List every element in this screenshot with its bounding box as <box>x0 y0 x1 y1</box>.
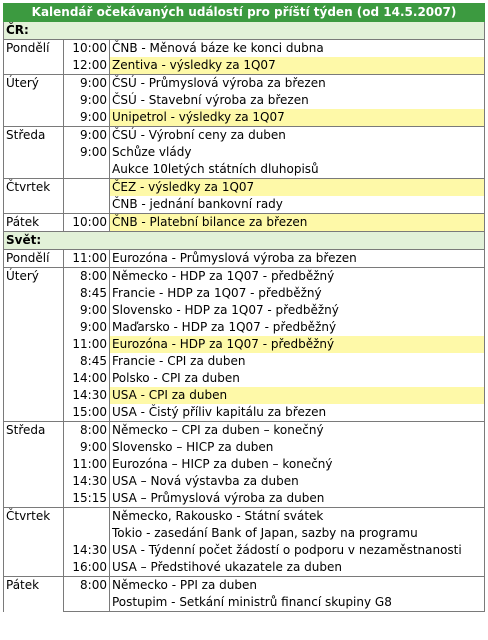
day-label: Středa <box>4 127 64 179</box>
event-description: Slovensko – HICP za duben <box>110 439 485 456</box>
event-time: 10:00 <box>64 214 110 232</box>
day-label: Čtvrtek <box>4 508 64 577</box>
section-label: ČR: <box>4 22 485 40</box>
event-description: Postupim - Setkání ministrů financí skupiny G8 <box>110 594 485 612</box>
event-row <box>4 319 485 336</box>
event-row <box>4 196 485 214</box>
event-time: 14:30 <box>64 542 110 559</box>
event-description-highlighted: Zentiva - výsledky za 1Q07 <box>110 57 485 75</box>
day-label: Čtvrtek <box>4 179 64 214</box>
event-description: Slovensko - HDP za 1Q07 - předběžný <box>110 302 485 319</box>
event-time: 9:00 <box>64 302 110 319</box>
event-time: 10:00 <box>64 40 110 58</box>
event-description: Aukce 10letých státních dluhopisů <box>110 161 485 179</box>
event-row <box>4 508 485 526</box>
event-row <box>4 268 485 286</box>
event-time: 9:00 <box>64 92 110 109</box>
day-label: Pondělí <box>4 250 64 268</box>
section-header <box>4 232 485 250</box>
event-description: ČNB - jednání bankovní rady <box>110 196 485 214</box>
event-row <box>4 439 485 456</box>
event-description: Německo - HDP za 1Q07 - předběžný <box>110 268 485 286</box>
event-time: 11:00 <box>64 456 110 473</box>
event-time: 9:00 <box>64 439 110 456</box>
event-row <box>4 285 485 302</box>
event-description-highlighted: Unipetrol - výsledky za 1Q07 <box>110 109 485 127</box>
event-row <box>4 144 485 161</box>
event-time: 16:00 <box>64 559 110 577</box>
event-row <box>4 179 485 197</box>
event-row <box>4 57 485 75</box>
event-description: Francie - CPI za duben <box>110 353 485 370</box>
event-description: ČSÚ - Výrobní ceny za duben <box>110 127 485 145</box>
event-row <box>4 214 485 232</box>
event-time <box>64 508 110 526</box>
event-row <box>4 490 485 508</box>
event-row <box>4 404 485 422</box>
event-time: 15:15 <box>64 490 110 508</box>
event-row <box>4 387 485 404</box>
event-description: Francie - HDP za 1Q07 - předběžný <box>110 285 485 302</box>
event-time: 8:45 <box>64 353 110 370</box>
day-label: Středa <box>4 422 64 508</box>
event-time: 9:00 <box>64 319 110 336</box>
event-time: 9:00 <box>64 75 110 93</box>
event-description-highlighted: ČNB - Platební bilance za březen <box>110 214 485 232</box>
event-description-highlighted: USA - CPI za duben <box>110 387 485 404</box>
event-description: Tokio - zasedání Bank of Japan, sazby na programu <box>110 525 485 542</box>
event-row <box>4 336 485 353</box>
event-description: Eurozóna – HICP za duben – konečný <box>110 456 485 473</box>
event-time <box>64 179 110 197</box>
event-row <box>4 559 485 577</box>
event-description: Eurozóna - Průmyslová výroba za březen <box>110 250 485 268</box>
event-time: 9:00 <box>64 144 110 161</box>
event-row <box>4 422 485 440</box>
event-description: ČSÚ - Stavební výroba za březen <box>110 92 485 109</box>
event-time: 8:45 <box>64 285 110 302</box>
title-row <box>4 4 485 22</box>
day-label: Pátek <box>4 214 64 232</box>
calendar-title: Kalendář očekávaných událostí pro příští týden (od 14.5.2007) <box>4 4 485 22</box>
event-description: USA – Předstihové ukazatele za duben <box>110 559 485 577</box>
event-row <box>4 456 485 473</box>
event-time: 14:30 <box>64 387 110 404</box>
event-description: USA – Nová výstavba za duben <box>110 473 485 490</box>
event-time: 8:00 <box>64 422 110 440</box>
event-time: 11:00 <box>64 250 110 268</box>
event-time <box>64 161 110 179</box>
event-time: 14:00 <box>64 370 110 387</box>
section-label: Svět: <box>4 232 485 250</box>
event-row <box>4 370 485 387</box>
event-time: 8:00 <box>64 268 110 286</box>
event-row <box>4 594 485 612</box>
event-row <box>4 109 485 127</box>
event-description: Německo, Rakousko - Státní svátek <box>110 508 485 526</box>
event-row <box>4 75 485 93</box>
event-description: USA - Týdenní počet žádostí o podporu v nezaměstnanosti <box>110 542 485 559</box>
day-label: Pondělí <box>4 40 64 75</box>
event-description: Německo - PPI za duben <box>110 577 485 595</box>
event-row <box>4 40 485 58</box>
section-header <box>4 22 485 40</box>
event-time: 12:00 <box>64 57 110 75</box>
event-row <box>4 577 485 595</box>
calendar-body <box>4 4 485 612</box>
day-label: Pátek <box>4 577 64 612</box>
event-time <box>64 525 110 542</box>
event-description-highlighted: ČEZ - výsledky za 1Q07 <box>110 179 485 197</box>
event-row <box>4 161 485 179</box>
event-description: Schůze vlády <box>110 144 485 161</box>
event-description: Německo – CPI za duben – konečný <box>110 422 485 440</box>
event-description: USA - Čistý příliv kapitálu za březen <box>110 404 485 422</box>
calendar-container <box>3 3 484 612</box>
event-description: Maďarsko - HDP za 1Q07 - předběžný <box>110 319 485 336</box>
day-label: Úterý <box>4 268 64 422</box>
event-row <box>4 353 485 370</box>
events-calendar-table <box>3 3 485 612</box>
event-row <box>4 473 485 490</box>
event-time: 8:00 <box>64 577 110 595</box>
event-description: ČSÚ - Průmyslová výroba za březen <box>110 75 485 93</box>
event-row <box>4 92 485 109</box>
event-description-highlighted: Eurozóna - HDP za 1Q07 - předběžný <box>110 336 485 353</box>
event-time: 9:00 <box>64 127 110 145</box>
event-row <box>4 250 485 268</box>
event-time: 9:00 <box>64 109 110 127</box>
event-time <box>64 594 110 612</box>
event-time: 11:00 <box>64 336 110 353</box>
event-time: 14:30 <box>64 473 110 490</box>
event-time <box>64 196 110 214</box>
event-row <box>4 127 485 145</box>
event-description: Polsko - CPI za duben <box>110 370 485 387</box>
event-description: USA – Průmyslová výroba za duben <box>110 490 485 508</box>
event-row <box>4 302 485 319</box>
day-label: Úterý <box>4 75 64 127</box>
event-time: 15:00 <box>64 404 110 422</box>
event-row <box>4 525 485 542</box>
event-row <box>4 542 485 559</box>
event-description: ČNB - Měnová báze ke konci dubna <box>110 40 485 58</box>
